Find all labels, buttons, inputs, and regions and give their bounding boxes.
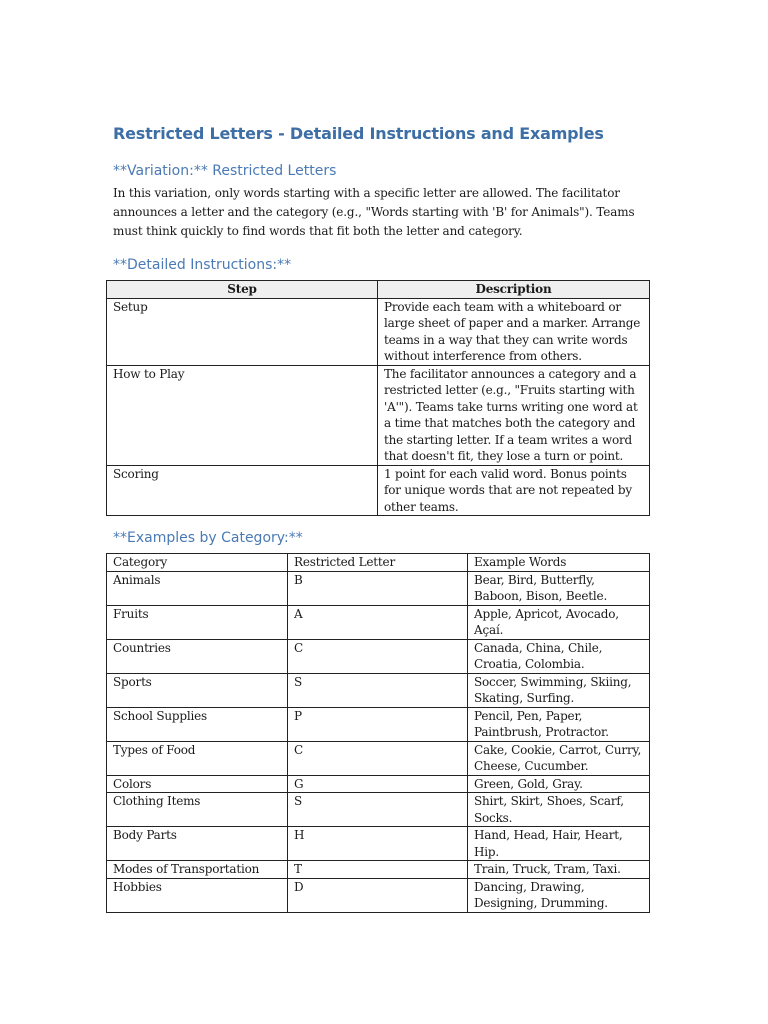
words-cell: Bear, Bird, Butterfly, Baboon, Bison, Beetle.	[468, 571, 650, 605]
category-cell: School Supplies	[107, 707, 288, 741]
table-row	[107, 639, 650, 673]
letter-cell: P	[288, 707, 468, 741]
table-row	[107, 827, 650, 861]
column-header-restricted-letter: Restricted Letter	[288, 554, 468, 572]
step-cell: Setup	[107, 298, 378, 365]
table-row	[107, 298, 650, 365]
table-header-row	[107, 554, 650, 572]
table-row	[107, 793, 650, 827]
words-cell: Hand, Head, Hair, Heart, Hip.	[468, 827, 650, 861]
description-cell: 1 point for each valid word. Bonus points for unique words that are not repeated by other teams.	[378, 465, 650, 516]
category-cell: Sports	[107, 673, 288, 707]
category-cell: Hobbies	[107, 878, 288, 912]
category-cell: Clothing Items	[107, 793, 288, 827]
examples-heading: **Examples by Category:**	[113, 530, 303, 546]
document-title: Restricted Letters - Detailed Instructions and Examples	[113, 124, 604, 143]
examples-table	[106, 553, 650, 913]
table-row	[107, 878, 650, 912]
table-row	[107, 861, 650, 879]
words-cell: Soccer, Swimming, Skiing, Skating, Surfing.	[468, 673, 650, 707]
table-row	[107, 465, 650, 516]
table-row	[107, 365, 650, 465]
table-header-row	[107, 281, 650, 299]
variation-heading: **Variation:** Restricted Letters	[113, 163, 337, 179]
words-cell: Train, Truck, Tram, Taxi.	[468, 861, 650, 879]
description-cell: Provide each team with a whiteboard or large sheet of paper and a marker. Arrange teams in a way that they can write words without interference from others.	[378, 298, 650, 365]
step-cell: Scoring	[107, 465, 378, 516]
instructions-heading: **Detailed Instructions:**	[113, 257, 292, 273]
category-cell: Types of Food	[107, 741, 288, 775]
letter-cell: A	[288, 605, 468, 639]
words-cell: Green, Gold, Gray.	[468, 775, 650, 793]
category-cell: Animals	[107, 571, 288, 605]
table-row	[107, 775, 650, 793]
step-cell: How to Play	[107, 365, 378, 465]
table-row	[107, 707, 650, 741]
intro-paragraph: In this variation, only words starting with a specific letter are allowed. The facilitator announces a letter and the category (e.g., "Words starting with 'B' for Animals"). Teams must think quickly to find words that fit both the letter and category.	[113, 186, 635, 238]
letter-cell: S	[288, 793, 468, 827]
letter-cell: G	[288, 775, 468, 793]
letter-cell: C	[288, 741, 468, 775]
category-cell: Countries	[107, 639, 288, 673]
column-header-category: Category	[107, 554, 288, 572]
description-cell: The facilitator announces a category and a restricted letter (e.g., "Fruits starting with 'A'"). Teams take turns writing one word at a time that matches both the category and the starting letter. If a team writes a word that doesn't fit, they lose a turn or point.	[378, 365, 650, 465]
letter-cell: H	[288, 827, 468, 861]
table-row	[107, 571, 650, 605]
category-cell: Body Parts	[107, 827, 288, 861]
letter-cell: D	[288, 878, 468, 912]
column-header-step: Step	[107, 281, 378, 299]
words-cell: Dancing, Drawing, Designing, Drumming.	[468, 878, 650, 912]
words-cell: Shirt, Skirt, Shoes, Scarf, Socks.	[468, 793, 650, 827]
table-row	[107, 605, 650, 639]
table-row	[107, 741, 650, 775]
letter-cell: B	[288, 571, 468, 605]
column-header-example-words: Example Words	[468, 554, 650, 572]
words-cell: Pencil, Pen, Paper, Paintbrush, Protractor.	[468, 707, 650, 741]
table-row	[107, 673, 650, 707]
words-cell: Apple, Apricot, Avocado, Açaí.	[468, 605, 650, 639]
category-cell: Modes of Transportation	[107, 861, 288, 879]
category-cell: Fruits	[107, 605, 288, 639]
column-header-description: Description	[378, 281, 650, 299]
words-cell: Canada, China, Chile, Croatia, Colombia.	[468, 639, 650, 673]
instructions-table	[106, 280, 650, 516]
category-cell: Colors	[107, 775, 288, 793]
letter-cell: S	[288, 673, 468, 707]
words-cell: Cake, Cookie, Carrot, Curry, Cheese, Cucumber.	[468, 741, 650, 775]
letter-cell: T	[288, 861, 468, 879]
letter-cell: C	[288, 639, 468, 673]
